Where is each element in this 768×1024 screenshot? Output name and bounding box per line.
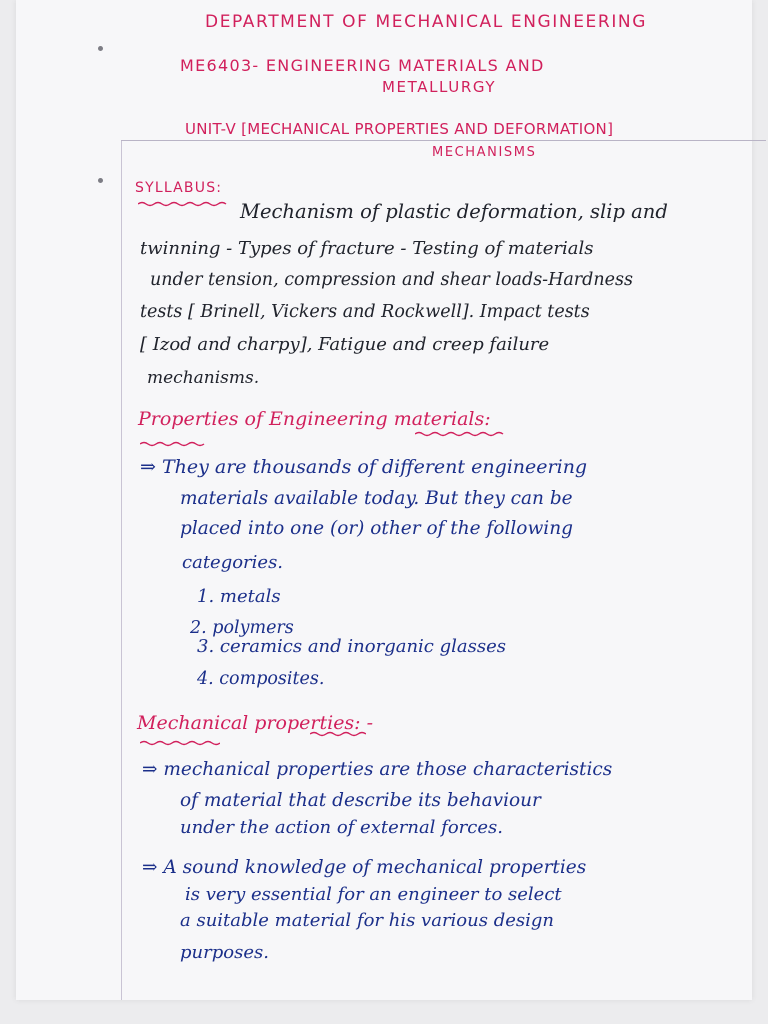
syllabus-heading: SYLLABUS: <box>135 180 223 196</box>
syllabus-line-1: Mechanism of plastic deformation, slip and <box>240 200 668 223</box>
mechanical-point2-line-4: purposes. <box>180 942 269 963</box>
mechanical-point1-line-2: of material that describe its behaviour <box>180 790 541 811</box>
syllabus-line-2: twinning - Types of fracture - Testing of materials <box>140 238 594 259</box>
properties-intro-line-2: materials available today. But they can be <box>180 488 573 509</box>
course-title-line2: METALLURGY <box>382 78 497 96</box>
header-rule <box>121 140 766 141</box>
unit-title-line1: UNIT-V [MECHANICAL PROPERTIES AND DEFORMATION] <box>185 120 614 138</box>
heading-squiggle <box>140 441 210 447</box>
heading-squiggle <box>140 740 220 746</box>
mechanical-point2-line-3: a suitable material for his various design <box>180 910 554 931</box>
properties-intro-line-1: ⇒ They are thousands of different engineering <box>140 456 588 478</box>
syllabus-line-3: under tension, compression and shear loads-Hardness <box>150 270 633 290</box>
syllabus-line-6: mechanisms. <box>147 368 260 388</box>
binder-hole-mark <box>98 46 103 51</box>
syllabus-line-4: tests [ Brinell, Vickers and Rockwell]. Impact tests <box>140 302 590 322</box>
heading-squiggle <box>138 201 230 207</box>
heading-squiggle <box>310 731 366 737</box>
mechanical-point2-line-1: ⇒ A sound knowledge of mechanical properties <box>142 857 587 878</box>
category-metals: 1. metals <box>197 586 281 607</box>
mechanical-heading: Mechanical properties: - <box>137 712 374 734</box>
heading-squiggle <box>415 431 505 437</box>
course-title-line1: ME6403- ENGINEERING MATERIALS AND <box>180 56 545 75</box>
properties-intro-line-4: categories. <box>182 552 284 573</box>
department-title: DEPARTMENT OF MECHANICAL ENGINEERING <box>205 12 648 32</box>
mechanical-point2-line-2: is very essential for an engineer to select <box>185 884 562 905</box>
category-ceramics: 3. ceramics and inorganic glasses <box>197 636 506 657</box>
properties-intro-line-3: placed into one (or) other of the following <box>180 518 573 539</box>
properties-heading: Properties of Engineering materials: <box>138 408 491 430</box>
binder-hole-mark <box>98 178 103 183</box>
syllabus-line-5: [ Izod and charpy], Fatigue and creep failure <box>140 334 550 355</box>
mechanical-point1-line-1: ⇒ mechanical properties are those characteristics <box>142 759 613 780</box>
mechanical-point1-line-3: under the action of external forces. <box>180 817 503 838</box>
margin-line <box>121 140 122 1000</box>
unit-title-line2: MECHANISMS <box>432 145 537 160</box>
category-polymers: 2. polymers <box>190 618 294 638</box>
category-composites: 4. composites. <box>197 669 325 689</box>
